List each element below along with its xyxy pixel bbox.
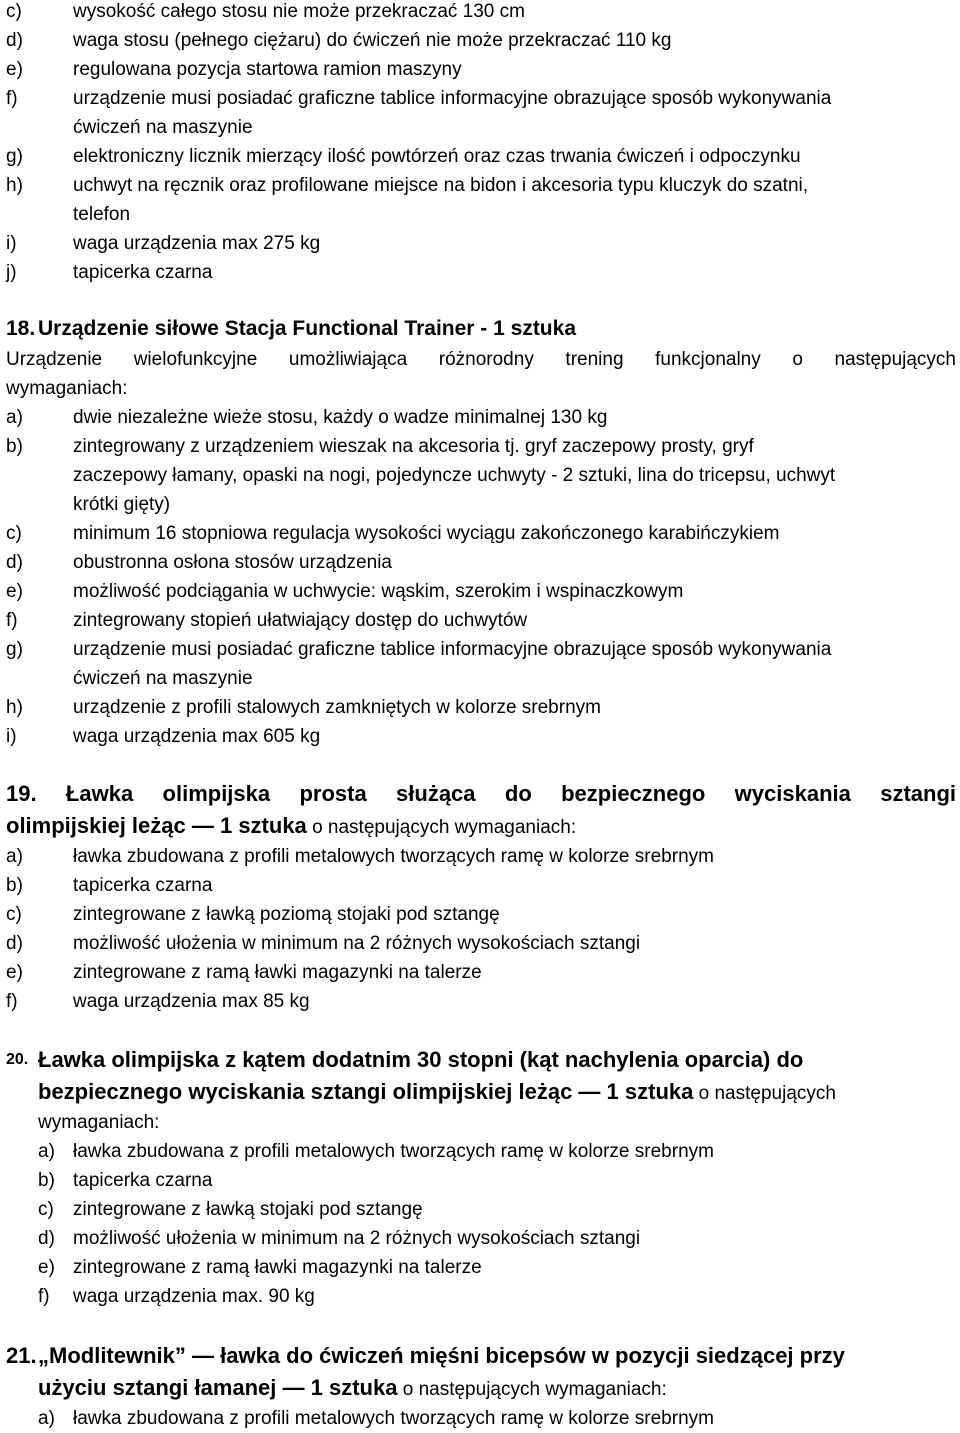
section-heading-continuation: wymaganiach: — [38, 1112, 160, 1133]
section-title-tail: o następujących — [693, 1083, 836, 1104]
list-item: a) dwie niezależne wieże stosu, każdy o wadze minimalnej 130 kg — [6, 407, 608, 428]
section-heading-continuation — [0, 810, 960, 842]
list-item: c) zintegrowane z ławką poziomą stojaki pod sztangę — [6, 904, 500, 925]
top-requirements-list — [0, 0, 960, 287]
list-item: i) waga urządzenia max 275 kg — [6, 233, 321, 254]
list-item: f) waga urządzenia max. 90 kg — [38, 1286, 315, 1307]
list-item-continuation: zaczepowy łamany, opaski na nogi, pojedyncze uchwyty - 2 sztuki, lina do tricepsu, uchwyt — [73, 465, 836, 486]
section-title-bold: bezpiecznego wyciskania sztangi olimpijskiej leżąc — 1 sztuka — [38, 1079, 694, 1104]
list-item: e) możliwość podciągania w uchwycie: wąskim, szerokim i wspinaczkowym — [6, 581, 684, 602]
list-item: g) urządzenie musi posiadać graficzne tablice informacyjne obrazujące sposób wykonywania — [6, 639, 832, 660]
list-item: e) zintegrowane z ramą ławki magazynki na talerze — [38, 1257, 482, 1278]
section-heading-continuation — [0, 1076, 960, 1108]
list-item: b) tapicerka czarna — [6, 875, 213, 896]
list-item: f) waga urządzenia max 85 kg — [6, 991, 310, 1012]
list-item: h) uchwyt na ręcznik oraz profilowane miejsce na bidon i akcesoria typu kluczyk do szatni, — [6, 175, 809, 196]
section-title: Ławka olimpijska z kątem dodatnim 30 stopni (kąt nachylenia oparcia) do — [38, 1047, 804, 1072]
section-number: 20. — [6, 1051, 29, 1068]
section-20 — [0, 1044, 960, 1311]
section-title-bold: użyciu sztangi łamanej — 1 sztuka — [38, 1375, 398, 1400]
section-21 — [0, 1340, 960, 1433]
section-title-tail: o następujących wymaganiach: — [397, 1379, 667, 1400]
section-title-bold: olimpijskiej leżąc — 1 sztuka — [6, 813, 307, 838]
section-19 — [0, 778, 960, 1016]
list-item: a) ławka zbudowana z profili metalowych tworzących ramę w kolorze srebrnym — [6, 846, 714, 867]
list-item: d) waga stosu (pełnego ciężaru) do ćwiczeń nie może przekraczać 110 kg — [6, 30, 672, 51]
list-item: f) zintegrowany stopień ułatwiający dostęp do uchwytów — [6, 610, 528, 631]
section-title-tail: o następujących wymaganiach: — [306, 817, 577, 838]
section-number: 18. — [6, 317, 36, 340]
list-item: j) tapicerka czarna — [6, 262, 213, 283]
list-item-continuation: telefon — [73, 204, 131, 225]
section-intro: Urządzenie wielofunkcyjne umożliwiająca różnorodny trening funkcjonalny o następujących — [6, 349, 956, 370]
list-item: b) zintegrowany z urządzeniem wieszak na akcesoria tj. gryf zaczepowy prosty, gryf — [6, 436, 754, 457]
list-item: e) regulowana pozycja startowa ramion maszyny — [6, 59, 462, 80]
list-item: c) minimum 16 stopniowa regulacja wysokości wyciągu zakończonego karabińczykiem — [6, 523, 780, 544]
list-item: b) tapicerka czarna — [38, 1170, 213, 1191]
list-item: c) zintegrowane z ławką stojaki pod sztangę — [38, 1199, 423, 1220]
section-heading — [0, 778, 960, 810]
list-item: i) waga urządzenia max 605 kg — [6, 726, 321, 747]
list-item: g) elektroniczny licznik mierzący ilość powtórzeń oraz czas trwania ćwiczeń i odpoczynku — [6, 146, 801, 167]
list-item: e) zintegrowane z ramą ławki magazynki na talerze — [6, 962, 482, 983]
list-item-continuation: ćwiczeń na maszynie — [73, 117, 253, 138]
section-heading — [0, 1044, 960, 1076]
section-18 — [0, 313, 960, 751]
list-item: a) ławka zbudowana z profili metalowych tworzących ramę w kolorze srebrnym — [38, 1408, 714, 1429]
section-title: Urządzenie siłowe Stacja Functional Trainer - 1 sztuka — [38, 317, 576, 340]
section-heading — [0, 1340, 960, 1372]
list-item: a) ławka zbudowana z profili metalowych tworzących ramę w kolorze srebrnym — [38, 1141, 714, 1162]
list-item: d) obustronna osłona stosów urządzenia — [6, 552, 392, 573]
list-item-continuation: krótki gięty) — [73, 494, 171, 515]
section-intro-continuation: wymaganiach: — [6, 378, 128, 399]
section-heading — [0, 313, 960, 345]
list-item: h) urządzenie z profili stalowych zamkniętych w kolorze srebrnym — [6, 697, 601, 718]
list-item: d) możliwość ułożenia w minimum na 2 różnych wysokościach sztangi — [6, 933, 641, 954]
list-item: d) możliwość ułożenia w minimum na 2 różnych wysokościach sztangi — [38, 1228, 641, 1249]
list-item-continuation: ćwiczeń na maszynie — [73, 668, 253, 689]
section-title: „Modlitewnik” — ławka do ćwiczeń mięśni bicepsów w pozycji siedzącej przy — [38, 1343, 845, 1368]
list-item: c) wysokość całego stosu nie może przekraczać 130 cm — [6, 1, 525, 22]
section-heading-continuation — [0, 1372, 960, 1404]
section-number: 21. — [6, 1343, 37, 1368]
section-title: 19. Ławka olimpijska prosta służąca do bezpiecznego wyciskania sztangi — [6, 781, 956, 806]
list-item: f) urządzenie musi posiadać graficzne tablice informacyjne obrazujące sposób wykonywania — [6, 88, 832, 109]
